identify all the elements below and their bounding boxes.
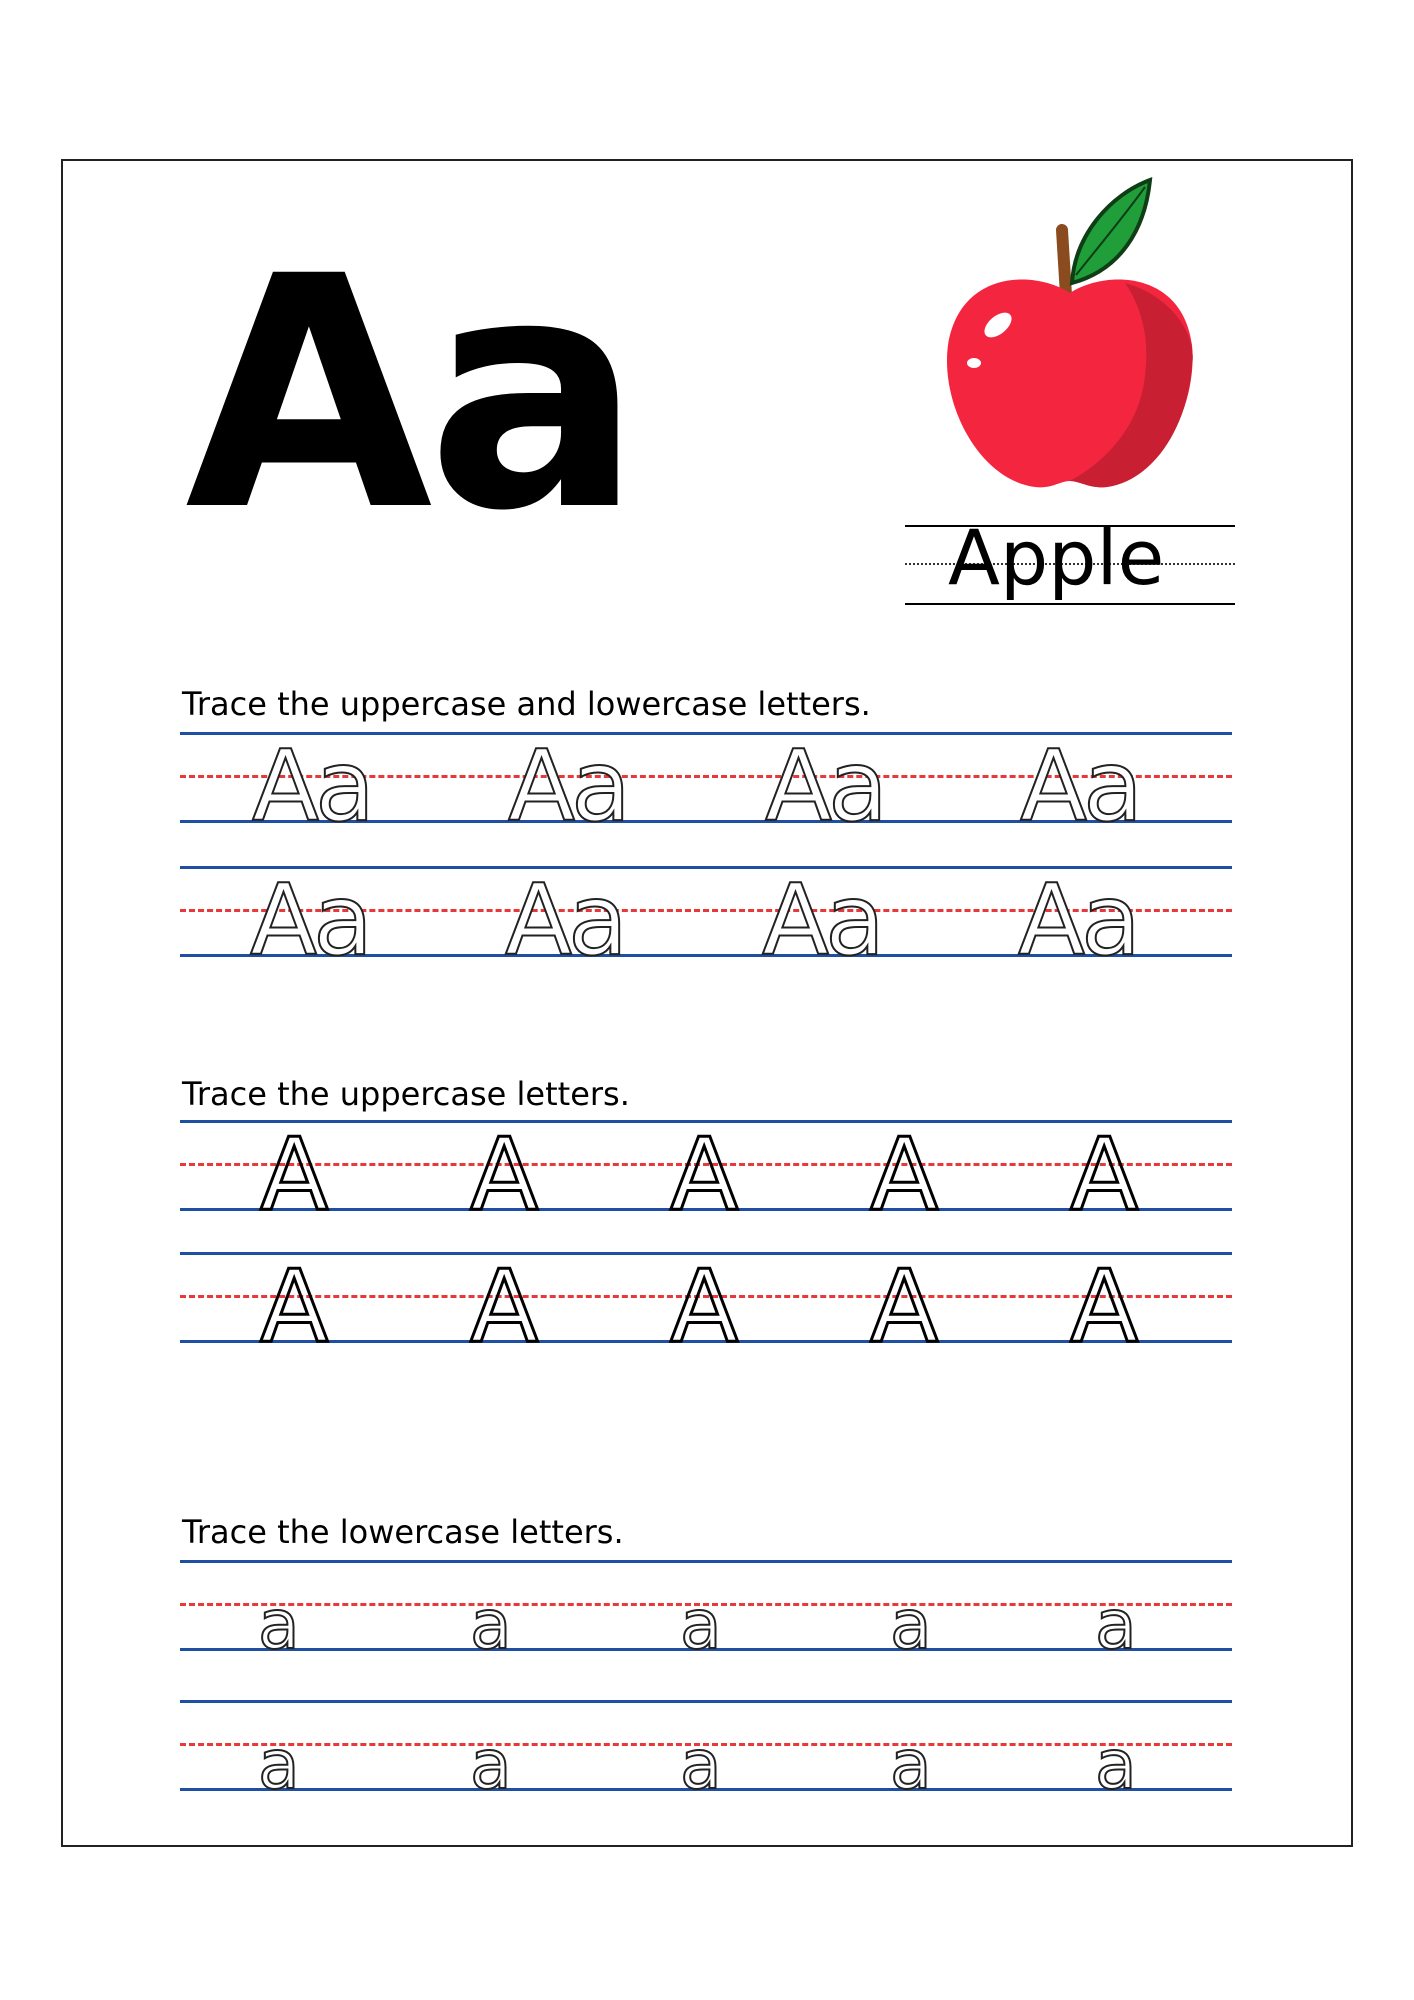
trace-letter: A [1070, 1248, 1139, 1365]
trace-letter: Aa [252, 730, 372, 844]
trace-letter: Aa [250, 864, 370, 978]
trace-letter: A [470, 1116, 539, 1233]
trace-letter: a [890, 1726, 932, 1805]
practice-line [180, 730, 1232, 844]
practice-line [180, 864, 1232, 978]
trace-letter: Aa [762, 864, 882, 978]
practice-line [180, 1248, 1232, 1365]
trace-letter: a [258, 1586, 300, 1665]
section-3-instruction: Trace the lowercase letters. [182, 1513, 624, 1551]
trace-letter: A [260, 1116, 329, 1233]
apple-icon [940, 175, 1200, 505]
section-1-instruction: Trace the uppercase and lowercase letters. [182, 685, 871, 723]
trace-letter: A [670, 1248, 739, 1365]
trace-letter: A [870, 1248, 939, 1365]
trace-row-s1-r1 [180, 730, 1232, 844]
trace-letter: Aa [1018, 864, 1138, 978]
trace-letter: a [470, 1726, 512, 1805]
trace-letter: a [1095, 1586, 1137, 1665]
section-2-instruction: Trace the uppercase letters. [182, 1075, 630, 1113]
trace-row-s3-r1 [180, 1560, 1232, 1665]
trace-letter: a [470, 1586, 512, 1665]
trace-letter: a [680, 1586, 722, 1665]
trace-letter: a [890, 1586, 932, 1665]
trace-letter: a [258, 1726, 300, 1805]
practice-line [180, 1700, 1232, 1805]
trace-letter: a [680, 1726, 722, 1805]
trace-letter: a [1095, 1726, 1137, 1805]
trace-letter: A [670, 1116, 739, 1233]
trace-letter: Aa [765, 730, 885, 844]
trace-letter: Aa [508, 730, 628, 844]
trace-row-s1-r2 [180, 864, 1232, 978]
trace-row-s2-r1 [180, 1116, 1232, 1233]
trace-letter: A [470, 1248, 539, 1365]
trace-letter: Aa [1020, 730, 1140, 844]
trace-row-s2-r2 [180, 1248, 1232, 1365]
practice-line [180, 1560, 1232, 1665]
picture-word: Apple [948, 513, 1165, 602]
trace-letter: A [870, 1116, 939, 1233]
trace-letter: A [1070, 1116, 1139, 1233]
trace-row-s3-r2 [180, 1700, 1232, 1805]
trace-letter: Aa [505, 864, 625, 978]
trace-letter: A [260, 1248, 329, 1365]
practice-line [180, 1116, 1232, 1233]
featured-letter-pair: Aa [185, 209, 637, 581]
